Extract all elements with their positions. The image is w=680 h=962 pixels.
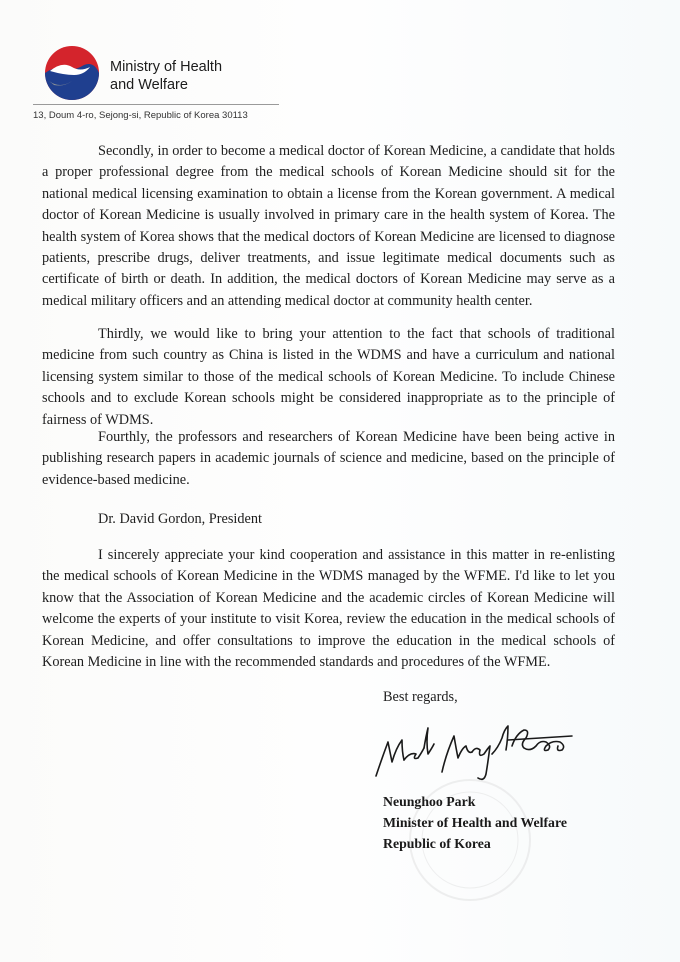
- header-divider: [33, 104, 279, 105]
- ministry-name: [110, 58, 310, 94]
- ministry-address: 13, Doum 4-ro, Sejong-si, Republic of Korea 30113: [33, 110, 248, 121]
- ministry-name-line1: Ministry of Health: [110, 59, 223, 75]
- body-paragraph-1: Secondly, in order to become a medical doctor of Korean Medicine, a candidate that holds a proper professional degree from the medical schools of Korean Medicine should sit for the national medical licensing examination to obtain a license from the Korean government. A medical doctor of Korean Medicine is usually involved in primary care in the health system of Korea. The health system of Korea shows that the medical doctors of Korean Medicine are licensed to diagnose patients, prescribe drugs, deliver treatments, and issue legitimate medical documents such as certificate of birth or death. In addition, the medical doctors of Korean Medicine may serve as a medical military officers and an attending medical doctor at community health center.: [42, 143, 615, 309]
- ministry-logo-icon: [44, 45, 100, 101]
- closing-salutation: Best regards,: [383, 689, 458, 705]
- body-paragraph-2: Thirdly, we would like to bring your attention to the fact that schools of traditional medicine from such country as China is listed in the WDMS and have a curriculum and national licensing system similar to those of the medical schools of Korean Medicine. To include Chinese schools and to exclude Korean schools might be considered inappropriate as to the principle of fairness of WDMS.: [42, 326, 615, 428]
- signer-name: Neunghoo Park: [383, 794, 476, 809]
- body-paragraph-3: Fourthly, the professors and researchers of Korean Medicine have been being active in publishing research papers in academic journals of science and medicine, based on the principle of evidence-based medicine.: [42, 429, 615, 488]
- signer-title: Minister of Health and Welfare: [383, 815, 567, 830]
- handwritten-signature: [362, 718, 582, 798]
- body-paragraph-4: I sincerely appreciate your kind cooperation and assistance in this matter in re-enlisting the medical schools of Korean Medicine in the WDMS managed by the WFME. I'd like to let you know that the Association of Korean Medicine and the academic circles of Korean Medicine will welcome the experts of your institute to visit Korea, review the education in the medical schools of Korean Medicine, and offer consultations to improve the education in the medical schools of Korean Medicine in line with the recommended standards and procedures of the WFME.: [42, 547, 615, 671]
- addressee-line: Dr. David Gordon, President: [98, 511, 262, 527]
- signature-block: [383, 791, 567, 854]
- signer-country: Republic of Korea: [383, 836, 491, 851]
- ministry-name-line2: and Welfare: [110, 77, 188, 93]
